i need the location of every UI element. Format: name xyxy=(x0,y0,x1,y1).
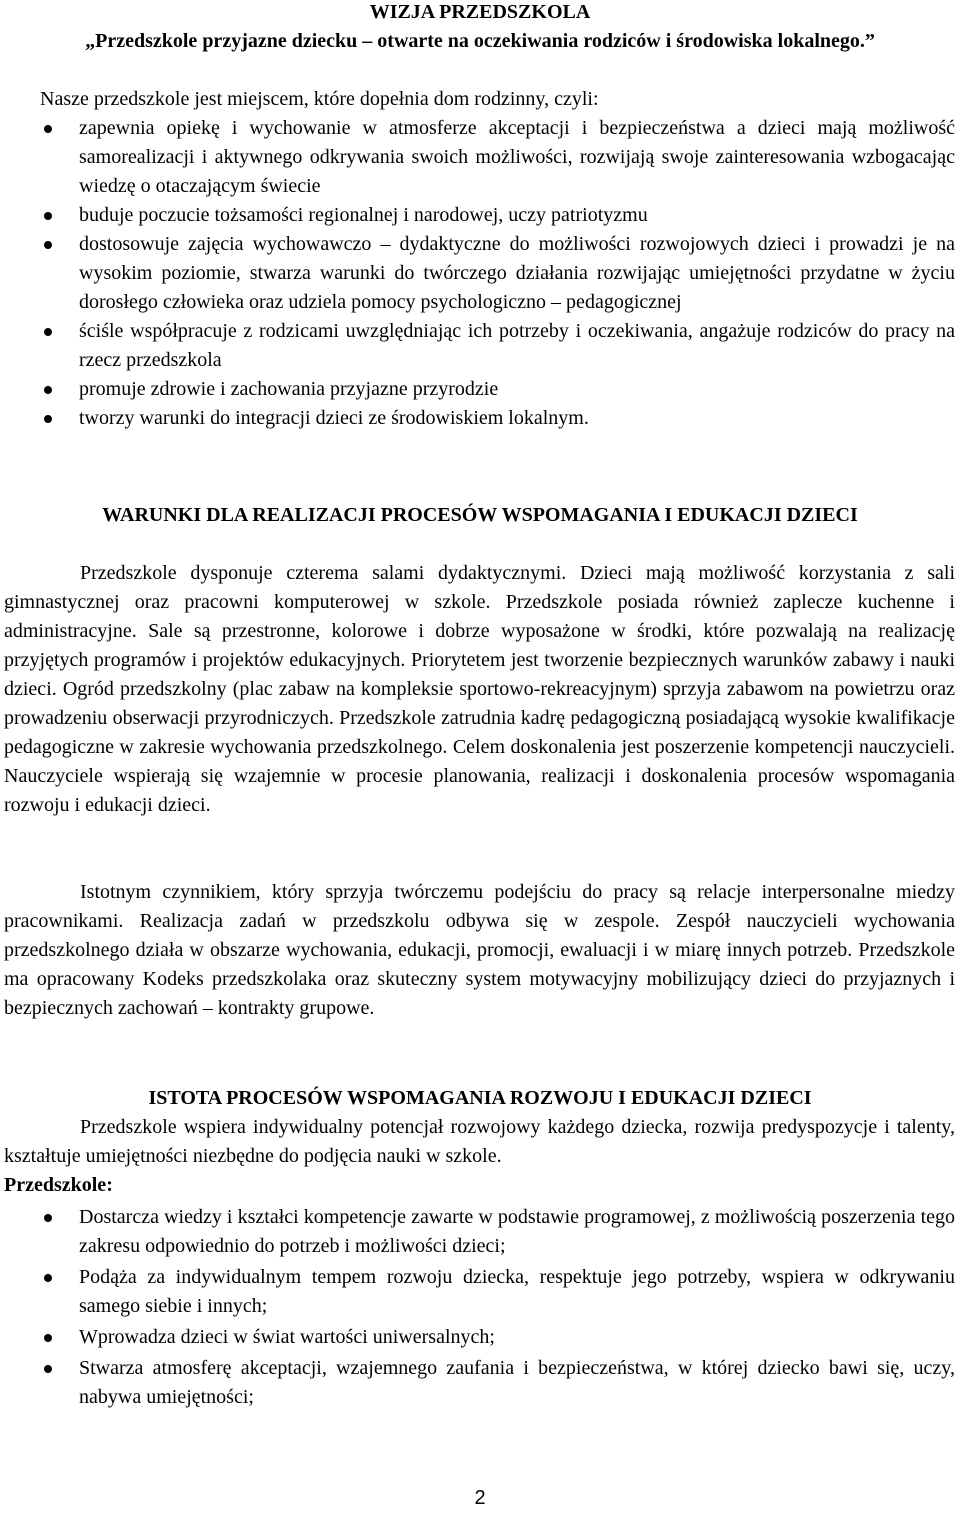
bullet-icon xyxy=(44,1274,52,1282)
essence-paragraph: Przedszkole wspiera indywidualny potencjał rozwojowy każdego dziecka, rozwija predyspozycje i talenty, kształtuje umiejętności niezbędne do podjęcia nauki w szkole. xyxy=(4,1116,955,1167)
vision-list xyxy=(4,114,955,433)
bullet-icon xyxy=(44,386,52,394)
list-item xyxy=(4,1323,955,1352)
vision-subtitle: „Przedszkole przyjazne dziecku – otwarte na oczekiwania rodziców i środowiska lokalnego.” xyxy=(85,30,875,52)
list-item xyxy=(4,1203,955,1261)
essence-heading: ISTOTA PROCESÓW WSPOMAGANIA ROZWOJU I EDUKACJI DZIECI xyxy=(148,1087,812,1109)
list-item xyxy=(4,404,955,433)
essence-list xyxy=(4,1203,955,1412)
list-item-text: Dostarcza wiedzy i kształci kompetencje zawarte w podstawie programowej, z możliwością poszerzenia tego zakresu odpowiednio do potrzeb i możliwości dzieci; xyxy=(79,1206,955,1257)
list-item xyxy=(4,1263,955,1321)
list-item-text: zapewnia opiekę i wychowanie w atmosferze akceptacji i bezpieczeństwa a dzieci mają możliwość samorealizacji i aktywnego odkrywania swoich możliwości, rozwijają swoje zainteresowania wzbogacając wiedzę o otaczającym świecie xyxy=(79,117,955,197)
list-item xyxy=(4,1354,955,1412)
list-item xyxy=(4,317,955,375)
list-item-text: tworzy warunki do integracji dzieci ze środowiskiem lokalnym. xyxy=(79,407,589,429)
list-item xyxy=(4,201,955,230)
list-item xyxy=(4,375,955,404)
list-item-text: Stwarza atmosferę akceptacji, wzajemnego zaufania i bezpieczeństwa, w której dziecko bawi się, uczy, nabywa umiejętności; xyxy=(79,1357,955,1408)
list-item-text: promuje zdrowie i zachowania przyjazne przyrodzie xyxy=(79,378,499,400)
vision-intro: Nasze przedszkole jest miejscem, które dopełnia dom rodzinny, czyli: xyxy=(40,88,599,110)
bullet-icon xyxy=(44,125,52,133)
essence-label: Przedszkole: xyxy=(4,1174,113,1196)
list-item-text: buduje poczucie tożsamości regionalnej i narodowej, uczy patriotyzmu xyxy=(79,204,648,226)
bullet-icon xyxy=(44,212,52,220)
list-item xyxy=(4,114,955,201)
conditions-paragraph-2: Istotnym czynnikiem, który sprzyja twórczemu podejściu do pracy są relacje interpersonalne miedzy pracownikami. Realizacja zadań w przedszkolu odbywa się w zespole. Zespół nauczycieli wychowania przedszkolnego działa w obszarze wychowania, edukacji, promocji, ewaluacji i w miarę innych potrzeb. Przedszkole ma opracowany Kodeks przedszkolaka oraz skuteczny system motywacyjny mobilizujący dzieci do przyjaznych i bezpiecznych zachowań – kontrakty grupowe. xyxy=(4,881,955,1019)
list-item-text: Wprowadza dzieci w świat wartości uniwersalnych; xyxy=(79,1326,495,1348)
list-item-text: Podąża za indywidualnym tempem rozwoju dziecka, respektuje jego potrzeby, wspiera w odkrywaniu samego siebie i innych; xyxy=(79,1266,955,1317)
bullet-icon xyxy=(44,1334,52,1342)
page-number: 2 xyxy=(474,1487,486,1509)
bullet-icon xyxy=(44,328,52,336)
list-item xyxy=(4,230,955,317)
bullet-icon xyxy=(44,241,52,249)
bullet-icon xyxy=(44,1214,52,1222)
bullet-icon xyxy=(44,1365,52,1373)
bullet-icon xyxy=(44,415,52,423)
list-item-text: dostosowuje zajęcia wychowawczo – dydaktyczne do możliwości rozwojowych dzieci i prowadzi je na wysokim poziomie, stwarza warunki do twórczego działania rozwijając umiejętności przydatne w życiu dorosłego człowieka oraz udziela pomocy psychologiczno – pedagogicznej xyxy=(79,233,955,313)
conditions-paragraph-1: Przedszkole dysponuje czterema salami dydaktycznymi. Dzieci mają możliwość korzystania z sali gimnastycznej oraz pracowni komputerowej w szkole. Przedszkole posiada również zaplecze kuchenne i administracyjne. Sale są przestronne, kolorowe i dobrze wyposażone w środki, które pozwalają na realizację przyjętych programów i projektów edukacyjnych. Priorytetem jest tworzenie bezpiecznych warunków zabawy i nauki dzieci. Ogród przedszkolny (plac zabaw na kompleksie sportowo-rekreacyjnym) sprzyja zabawom na powietrzu oraz prowadzeniu obserwacji przyrodniczych. Przedszkole zatrudnia kadrę pedagogiczną posiadającą wysokie kwalifikacje pedagogiczne w zakresie wychowania przedszkolnego. Celem doskonalenia jest poszerzenie kompetencji nauczycieli. Nauczyciele wspierają się wzajemnie w procesie planowania, realizacji i doskonalenia procesów wspomagania rozwoju i edukacji dzieci. xyxy=(4,562,955,816)
vision-title: WIZJA PRZEDSZKOLA xyxy=(369,1,591,23)
conditions-heading: WARUNKI DLA REALIZACJI PROCESÓW WSPOMAGANIA I EDUKACJI DZIECI xyxy=(102,504,858,526)
list-item-text: ściśle współpracuje z rodzicami uwzględniając ich potrzeby i oczekiwania, angażuje rodziców do pracy na rzecz przedszkola xyxy=(79,320,955,371)
